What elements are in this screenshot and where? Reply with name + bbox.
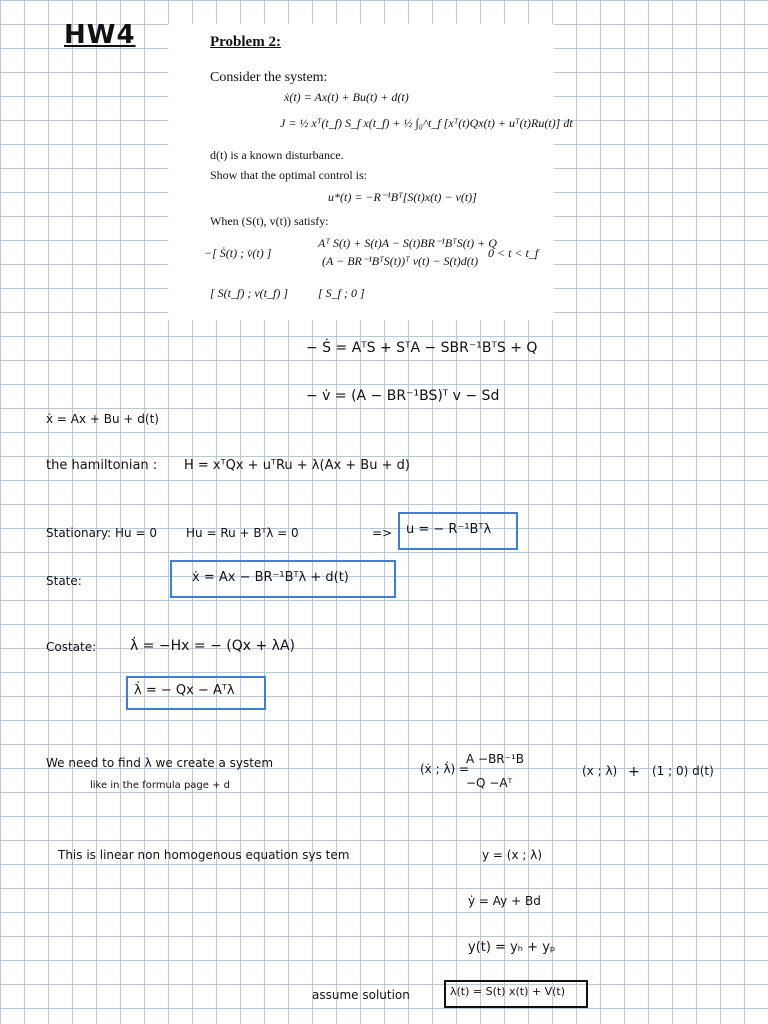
stationary-eq: Hu = Ru + Bᵀλ = 0 bbox=[186, 526, 299, 540]
plus-sign: + bbox=[628, 764, 640, 780]
dynamics-equation: ẋ(t) = Ax(t) + Bu(t) + d(t) bbox=[284, 90, 409, 104]
assume-label: assume solution bbox=[312, 988, 410, 1002]
y-definition: y = (x ; λ) bbox=[482, 848, 543, 862]
problem-heading: Problem 2: bbox=[210, 34, 281, 50]
disturbance-text: d(t) is a known disturbance. bbox=[210, 148, 344, 162]
problem-statement bbox=[168, 24, 573, 320]
terminal-lhs: [ S(t_f) ; v(t_f) ] bbox=[210, 286, 288, 300]
need-label: We need to find λ we create a system bbox=[46, 756, 274, 770]
cost-equation: J = ½ xᵀ(t_f) S_f x(t_f) + ½ ∫₀^t_f [xᵀ(t)Qx(t) + uᵀ(t)Ru(t)] dt bbox=[280, 116, 573, 130]
hamiltonian-eq: H = xᵀQx + uᵀRu + λ(Ax + Bu + d) bbox=[184, 458, 410, 473]
riccati-lhs: −[ Ṡ(t) ; v̇(t) ] bbox=[204, 246, 272, 260]
state-boxed: ẋ = Ax − BR⁻¹Bᵀλ + d(t) bbox=[192, 570, 349, 585]
state-vector: (x ; λ) bbox=[582, 764, 618, 778]
riccati-row-1: Aᵀ S(t) + S(t)A − S(t)BR⁻¹BᵀS(t) + Q bbox=[318, 236, 497, 250]
problem-intro: Consider the system: bbox=[210, 70, 328, 85]
hamiltonian-label: the hamiltonian : bbox=[46, 458, 158, 473]
system-matrix-lhs: (ẋ ; λ̇) = bbox=[420, 762, 470, 776]
linear-label: This is linear non homogenous equation sys tem bbox=[58, 848, 350, 862]
terminal-rhs: [ S_f ; 0 ] bbox=[318, 286, 365, 300]
page-title: HW4 bbox=[64, 20, 136, 50]
system-matrix-row-2: −Q −Aᵀ bbox=[466, 776, 513, 790]
costate-label: Costate: bbox=[46, 640, 97, 654]
riccati-v-note: − v̇ = (A − BR⁻¹BS)ᵀ v − Sd bbox=[306, 388, 500, 404]
show-text: Show that the optimal control is: bbox=[210, 168, 367, 182]
implies-arrow: => bbox=[372, 526, 393, 540]
need-sub: like in the formula page + d bbox=[90, 780, 231, 791]
disturbance-vector: (1 ; 0) d(t) bbox=[652, 764, 714, 778]
assume-boxed: λ(t) = S(t) x(t) + V(t) bbox=[450, 985, 566, 998]
when-text: When (S(t), v(t)) satisfy: bbox=[210, 214, 329, 228]
y-solution: y(t) = yₕ + yₚ bbox=[468, 940, 556, 955]
time-range: 0 < t < t_f bbox=[488, 246, 539, 260]
control-boxed: u = − R⁻¹Bᵀλ bbox=[406, 522, 492, 537]
control-law: u*(t) = −R⁻¹Bᵀ[S(t)x(t) − v(t)] bbox=[328, 190, 477, 204]
riccati-s-note: − Ṡ = AᵀS + SᵀA − SBR⁻¹BᵀS + Q bbox=[306, 340, 538, 356]
system-matrix-row-1: A −BR⁻¹B bbox=[466, 752, 525, 766]
y-dot-eq: ẏ = Ay + Bd bbox=[468, 894, 541, 908]
costate-boxed: λ̇ = − Qx − Aᵀλ bbox=[134, 683, 235, 698]
riccati-row-2: (A − BR⁻¹BᵀS(t))ᵀ v(t) − S(t)d(t) bbox=[322, 254, 479, 268]
system-note: ẋ = Ax + Bu + d(t) bbox=[46, 412, 159, 426]
stationary-label: Stationary: Hu = 0 bbox=[46, 526, 157, 540]
state-label: State: bbox=[46, 574, 82, 588]
costate-eq: λ̇ = −Hx = − (Qx + λA) bbox=[130, 638, 295, 654]
